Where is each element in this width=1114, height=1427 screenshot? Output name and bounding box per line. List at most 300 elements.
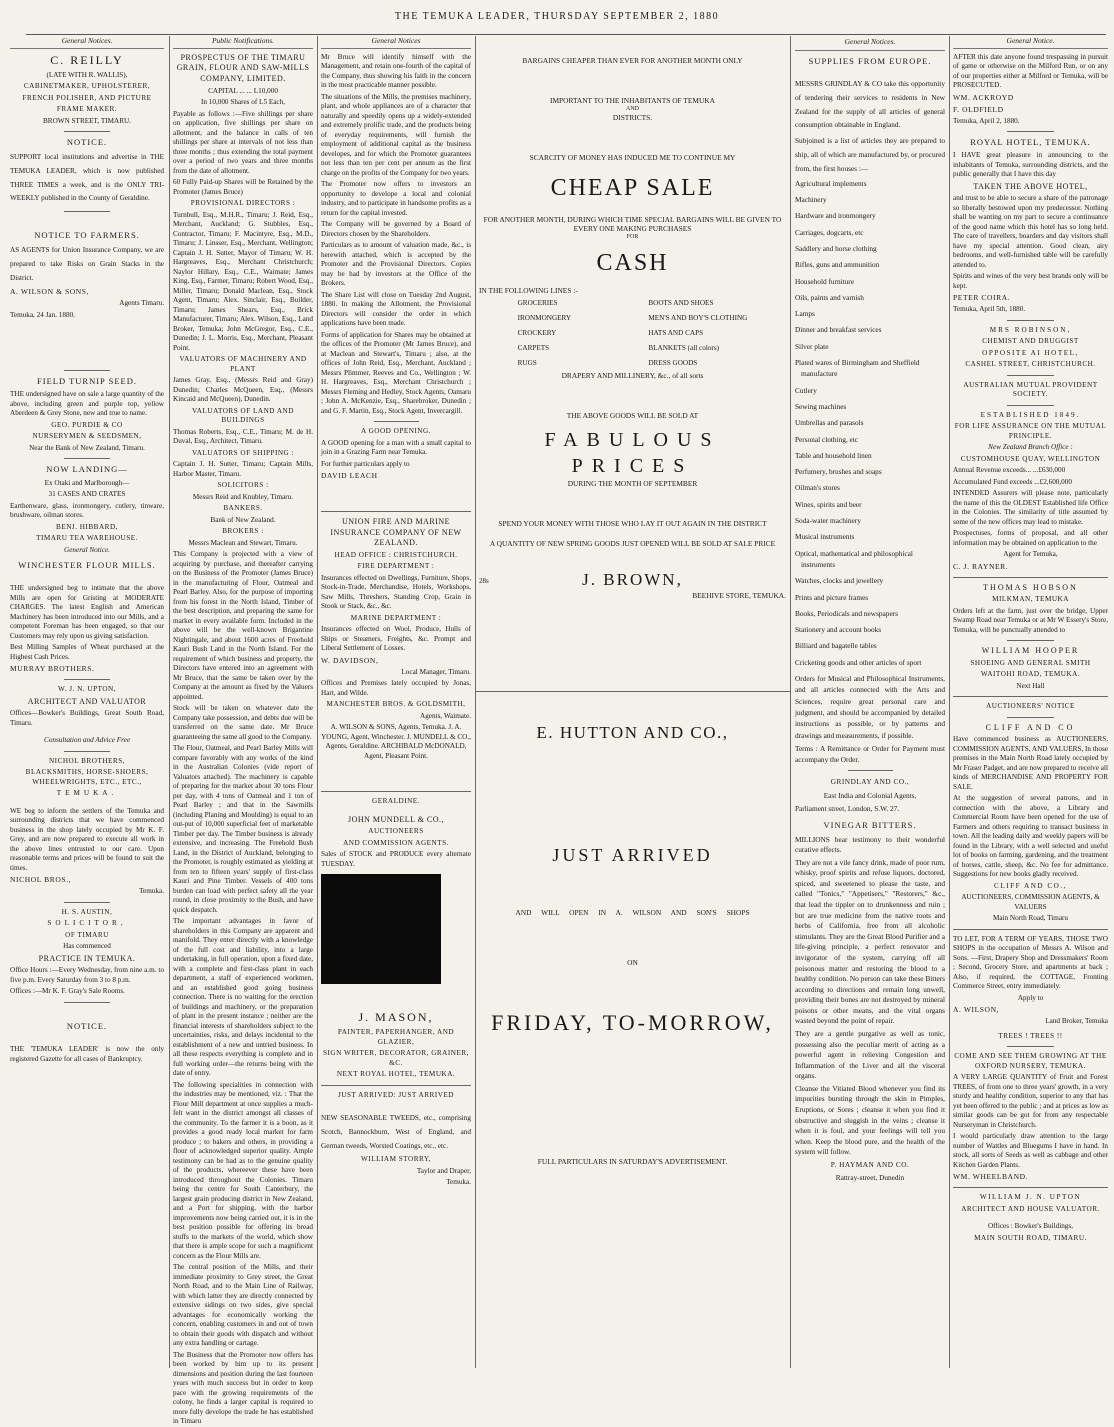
column-5 (795, 36, 945, 1366)
last-notice-ad (10, 1008, 164, 1064)
opening-body: A GOOD opening for a man with a small capital to join in a Grazing Farm near Temuka. (321, 438, 471, 457)
grindlay-body: Subjoined is a list of articles they are prepared to ship, all of which are manufactured by, or procured from, the first houses :— (795, 136, 945, 173)
column-rule (949, 36, 950, 1368)
list-item: Billiard and bagatelle tables (795, 641, 877, 651)
prospectus-payable: Payable as follows :—Five shillings per share on application, five shillings per share on allotment, and the balance in calls of ten shillings per share at intervals of not less than three months ; thus extending the total payment over a period of two years and three months from the date of allotment. (173, 109, 313, 175)
amp-established: ESTABLISHED 1849. (980, 410, 1081, 419)
vinegar-body: They are a gentle purgative as well as tonic, possessing also the peculiar merit of acting as a powerful agent in relieving Congestion and Inflammation of the Liver and all the visceral organs. (795, 1029, 945, 1081)
amp-quay: CUSTOMHOUSE QUAY, WELLINGTON (960, 454, 1101, 463)
robinson-location: OPPOSITE AI HOTEL, (982, 348, 1079, 357)
grindlay-address: Parliament street, London, S.W. 27. (795, 803, 900, 813)
upton-name: WILLIAM J. N. UPTON (979, 1193, 1082, 1202)
trespass-signature: WM. ACKROYD (953, 92, 1014, 102)
column-header: General Notices (321, 36, 471, 49)
mason-ad (321, 1010, 471, 1079)
fire-heading: FIRE DEPARTMENT : (357, 562, 435, 571)
column-2 (173, 36, 313, 1426)
to-let-ad (953, 935, 1108, 1027)
line-item: DRESS GOODS (648, 359, 698, 368)
redaction-block (321, 874, 441, 984)
robinson-trade: CHEMIST AND DRUGGIST (982, 337, 1079, 346)
nichol-ad (10, 757, 164, 897)
austin-title: SOLICITOR, (47, 919, 127, 928)
austin-line: Has commenced (63, 942, 111, 951)
farmers-date: Temuka, 24 Jan. 1880. (10, 310, 75, 319)
trees-ad (953, 1032, 1108, 1182)
landing-heading: NOW LANDING— (46, 464, 128, 475)
union-ad (321, 517, 471, 761)
amp-body: Prospectuses, forms of proposal, and all other information may be obtained on application to the (953, 529, 1108, 547)
farmers-ad (10, 230, 164, 320)
austin-hours: Office Hours :—Every Wednesday, from nine a.m. to five p.m. Every Saturday from 3 to 8 p.m. (10, 966, 164, 984)
to-let-signature-role: Land Broker, Temuka (1045, 1017, 1108, 1026)
divider (64, 458, 110, 459)
divider (64, 902, 110, 903)
geraldine-heading: GERALDINE. (372, 797, 420, 806)
storry-name: WILLIAM STORRY, (361, 1155, 431, 1164)
divider (64, 679, 110, 680)
valuators-list: James Gray, Esq., (Messrs Reid and Gray) Dunedin; Charles McQueen, Esq., (Messrs Kincaid and McQueen), Dunedin. (173, 376, 313, 404)
mundell-trade: AND COMMISSION AGENTS. (343, 838, 449, 847)
purdie-name: GEO. PURDIE & CO (51, 420, 123, 429)
list-item: Watches, clocks and jewellery (795, 576, 884, 586)
list-item: Umbrellas and parasols (795, 418, 864, 428)
column-1 (10, 36, 164, 1366)
list-item: Books, Periodicals and newspapers (795, 608, 898, 618)
reilly-trade: FRENCH POLISHER, AND PICTURE (22, 93, 152, 102)
storry-trade: Taylor and Draper, (416, 1166, 471, 1175)
austin-practice: PRACTICE IN TEMUKA. (38, 953, 136, 963)
agents-list: A. WILSON & SONS, Agents, Temuka. J. A. YOUNG, Agent, Winchester. J. MUNDELL & CO., Agents, Geraldine. ARCHIBALD McDONALD, Agent, Pleasant Point. (321, 723, 471, 760)
list-item: Machinery (795, 195, 827, 205)
prospectus-body: The central position of the Mills, and their immediate proximity to Grey street, the Great North Road, and to the Main Line of Railway, with which latter they are directly connected by extensive sidings on two sides, give special advantages for economically working the concern, enabling customers in and out of town to obtain their goods with dispatch and without any extra handling or cartage. (173, 1263, 313, 1348)
grindlay-terms: Terms : A Remittance or Order for Payment must accompany the Order. (795, 743, 945, 765)
austin-ad (10, 908, 164, 997)
reilly-ad (10, 53, 164, 126)
column-3 (321, 36, 471, 1366)
column-header: General Notices. (10, 36, 164, 49)
mundell-body: Sales of STOCK and PRODUCE every alternate TUESDAY. (321, 850, 471, 868)
divider (1007, 375, 1054, 376)
turnip-heading: FIELD TURNIP SEED. (37, 376, 137, 387)
prospectus-body: The important advantages in favor of shareholders in this Company are apparent and manifold. They enter directly with a knowledge of the full cost and liability, into a large undertaking, in full operation, upon a fixed date, with a complete and first-class plant in each department, a staff of experienced workmen, and an established good going business connection. There is no waiting for the erection of buildings and machinery, or the preparation of plant in the present instance ; neither are the financial interests of shareholders subject to the uncertainties, risks, and delays incidental to the establishment of a new and untried business. In all these respects everything is complete and in full working order—the returns being with the date of entry. (173, 917, 313, 1078)
scarcity-line: SCARCITY OF MONEY HAS INDUCED ME TO CONTINUE MY (529, 153, 736, 163)
reilly-trade: CABINETMAKER, UPHOLSTERER, (23, 82, 151, 91)
grindlay-role: East India and Colonial Agents, (823, 790, 917, 800)
marine-heading: MARINE DEPARTMENT : (350, 613, 442, 622)
upton-address: MAIN SOUTH ROAD, TIMARU. (974, 1233, 1087, 1242)
hayman-name: P. HAYMAN AND CO. (830, 1159, 910, 1169)
full-particulars-line: FULL PARTICULARS IN SATURDAY'S ADVERTISEMENT. (537, 1156, 728, 1166)
valuators-heading: VALUATORS OF MACHINERY AND PLANT (179, 355, 307, 373)
upton-title: ARCHITECT AND VALUATOR (27, 696, 147, 706)
amp-revenue: Annual Revenue exceeds... ...£630,000 (953, 466, 1066, 475)
amp-ad (953, 381, 1108, 572)
prospectus-body: Stock will be taken on whatever date the Company take possession, and debts due will be transferred on the same date. Mr Bruce guaranteeing the same all good to the Company. (173, 704, 313, 741)
divider (64, 370, 110, 371)
brokers-list: Messrs Maclean and Stewart, Timaru. (188, 538, 298, 547)
list-item: Carriages, dogcarts, etc (795, 227, 864, 237)
robinson-address: CASHEL STREET, CHRISTCHURCH. (965, 360, 1096, 369)
list-item: Hardware and ironmongery (795, 211, 876, 221)
mason-name: J. MASON, (358, 1010, 434, 1025)
line-item: IRONMONGERY (517, 313, 572, 322)
cheap-sale-heading: CHEAP SALE (550, 174, 715, 201)
mills-body: THE undersigned beg to intimate that the above Mills are open for Gristing at MODERATE CHARGES. The latest English and American Machinery has been introduced into our Mills, and a competent Foreman has been engaged, so that our Customers may rely upon us giving satisfaction. (10, 584, 164, 640)
storry-ad (321, 1091, 471, 1188)
and-line: AND (626, 105, 639, 112)
list-item: Dinner and breakfast services (795, 325, 882, 335)
upton-ad-2 (953, 1193, 1108, 1243)
hibbard-name: BENJ. HIBBARD, (56, 522, 118, 531)
divider (953, 577, 1108, 578)
prospectus-body: This Company is projected with a view of acquiring by purchase, and thereafter carrying on the Business of the Promoter (James Bruce) in the manufacturing of Flour, Oatmeal and Pearl Barley. Also, for the purpose of importing from his forest in the North Island, Timber of the best description, and preparing the same for market in every available form. Included in the above will be the well-known Brigantine Nightingale, and about 1600 acres of Freehold Kauri Bush Land in the North Island. For the requirement of which business and property, the Directors have entered into an agreement with Mr Bruce, that the same be taken over by the Company at the amount as fixed by the Valuers appointed. (173, 550, 313, 701)
vinegar-body: MILLIONS bear testimony to their wonderful curative effects. (795, 834, 945, 855)
hotel-ad (953, 137, 1108, 315)
turnip-body: THE undersigned have on sale a large quantity of the above, including green and purple top, yellow Aberdeen & Grey Stone, new and true to name. (10, 390, 164, 418)
vinegar-ad (795, 819, 945, 1183)
nichol-body: WE beg to inform the settlers of the Temuka and surrounding districts that we have commenced business in the shop lately occupied by Mr K. F. Grey, and are now prepared to execute all work in the above lines entrusted to our care. Upon reasonable terms and prices will be found to suit the times. (10, 806, 164, 872)
divider (1007, 717, 1054, 718)
hobson-body: Orders left at the farm, just over the bridge, Upper Swamp Road near Temuka or at Mr W Essery's Store, Temuka, will be punctually attended to (953, 606, 1108, 634)
divider (64, 1002, 110, 1003)
brown-sign (479, 569, 786, 601)
line-item: BLANKETS (all colors) (648, 343, 720, 352)
prospectus-ad (173, 53, 313, 1427)
prospectus-body: The Business that the Promoter now offers has been worked by him up to its present dimensions and position during the last fourteen years with much success but in order to keep pace with the growing requirements of the colony, he finds a larger capital is required to more fully develope the trade he has established in Timaru (173, 1350, 313, 1426)
davidson-role: Local Manager, Timaru. (401, 667, 471, 676)
cliff-ad (953, 702, 1108, 924)
line-item: GROCERIES (517, 298, 558, 307)
vinegar-heading: VINEGAR BITTERS. (823, 820, 917, 831)
prospectus-capital: CAPITAL ... ... L10,000 (208, 86, 278, 95)
reilly-name: C. REILLY (50, 52, 124, 67)
purdie-address: Near the Bank of New Zealand, Timaru. (29, 443, 145, 452)
vinegar-body: They are not a vile fancy drink, made of poor rum, whisky, proof spirits and refuse liquors, doctored, spiced, and sweetened to please the taste, and called "Tonics," "Appetisers," "Restorers," &c., that lead the tippler on to drunkenness and ruin ; but are true medicine from the native roots and herbs of California, free from all alcoholic stimulants. They are the Great Blood Purifier and a life-giving principle, a perfect renovator and invigorator of the system, carrying off all poisonous matter and restoring the blood to a healthy condition. No person can take these Bitters according to directions and remain long unwell, providing their bones are not destroyed by mineral poisons or other means, and the vital organs wasted beyond the point of repair. (795, 857, 945, 1026)
column-rule (790, 36, 791, 1368)
hayman-address: Rattray-street, Dunedin (835, 1172, 905, 1182)
hotel-signature: PETER COIRA. (953, 293, 1011, 303)
grindlay-name: GRINDLAY AND CO., (830, 777, 910, 787)
austin-town: OF TIMARU (65, 930, 109, 939)
trees-body: A VERY LARGE QUANTITY of Fruit and Forest TREES, of from one to three years' growth, in a very sturdy and healthy condition, superior to any that has yet been offered to the public ; and at prices as low as similar goods can be got for from any respectable Nurseryman in Christchurch. (953, 1073, 1108, 1129)
spend-line: SPEND YOUR MONEY WITH THOSE WHO LAY IT OUT AGAIN IN THE DISTRICT (498, 519, 767, 529)
list-item: Silver plate (795, 341, 829, 351)
cash-heading: CASH (596, 250, 669, 277)
upton-title: ARCHITECT AND HOUSE VALUATOR. (961, 1204, 1100, 1213)
directors-list: Turnbull, Esq., M.H.R., Timaru; J. Reid, Esq., Merchant, Auckland; G. Stubbles, Esq., Contractor, Timaru; F. Macintyre, Esq., M.D., Timaru; J. Linsser, Esq., Merchant, Wellington; Captain J. H. Sutter, Mayor of Timaru; W. H. Hargreaves, Esq., Merchant Christchurch; Naylor Hillary, Esq., C.E., Waimate; James King, Esq., Farmer, Timaru; Robert Wood, Esq., Miller, Timaru; Donald Maclean, Esq., Stock Agent, Timaru; Alex. Sinclair, Esq., Builder, Timaru; James Shears, Esq., Brick Manufacturer, Timaru; Alex. Wilson, Esq., Land Broker, Temuka; John McGregor, Esq., C.E., Dunedin; J. L. Morris, Esq., Merchant, Pleasant Point. (173, 210, 313, 352)
opening-heading: A GOOD OPENING. (361, 427, 431, 436)
reilly-late: (LATE WITH R. WALLIS), (46, 70, 128, 79)
hooper-name: WILLIAM HOOPER (981, 646, 1080, 656)
notice-heading: NOTICE. (66, 137, 108, 148)
nichol-signature: NICHOL BROS., (10, 875, 72, 885)
divider (1007, 405, 1054, 406)
manchester-role: Agents, Waimate. (420, 711, 471, 720)
list-item: Musical instruments (795, 532, 855, 542)
mason-trade: SIGN WRITER, DECORATOR, GRAINER, &C. (323, 1049, 469, 1067)
mundell-name: JOHN MUNDELL & CO., (347, 814, 445, 824)
vinegar-body: Cleanse the Vitiated Blood whenever you find its impurities bursting through the skin in Pimples, Eruptions, or Sores ; cleanse it when you find it obstructive and sluggish in the veins ; cleanse it when it is foul, and your feelings will tell you when. Keep the blood pure, and the health of the system will follow. (795, 1083, 945, 1157)
line-item: CARPETS (517, 343, 550, 352)
amp-fund: Accumulated Fund exceeds ...£2,600,000 (953, 477, 1072, 486)
column-4 (479, 36, 786, 1366)
divider (1007, 320, 1054, 321)
list-item: Prints and picture frames (795, 592, 869, 602)
amp-heading: AUSTRALIAN MUTUAL PROVIDENT SOCIETY. (963, 380, 1098, 399)
prospectus-body: The Promoter now offers to investors an opportunity to develope a local and colonial industry, and to participate in handsome profits as a return for the capital invested. (321, 180, 471, 217)
austin-name: H. S. AUSTIN, (61, 907, 113, 916)
list-item: Lamps (795, 309, 815, 319)
hotel-body: and trust to be able to secure a share of the patronage so liberally bestowed upon my predecessor. Nothing shall be wanting on my part to secure a continuance of the good name which this hotel has so long held. The care of travellers, boarders and day visitors shall have my special attention. Good clean, airy bedrooms, and well-furnished table will be carefully attended to. (953, 194, 1108, 269)
list-item: Household furniture (795, 276, 854, 286)
auctioneers-heading: AUCTIONEERS' NOTICE (986, 702, 1075, 711)
land-valuators-list: Thomas Roberts, Esq., C.E., Timaru; M. de H. Duval, Esq., Architect, Timaru. (173, 427, 313, 446)
grindlay-body: MESSRS GRINDLAY & CO take this opportunity of tendering their services to residents in New Zealand for the supply of all articles of general consumption obtainable in England. (795, 78, 945, 130)
mills-heading: WINCHESTER FLOUR MILLS. (18, 560, 156, 571)
fire-body: Insurances effected on Dwellings, Furniture, Shops, Stock-in-Trade, Merchandise, Hotels, Workshops, Saw Mills, Threshers, Standing Crop, Grain in Stook or Stack, &c., &c. (321, 573, 471, 611)
districts-line: DISTRICTS. (612, 113, 653, 123)
divider (953, 1187, 1108, 1188)
mundell-trade: AUCTIONEERS (368, 827, 424, 836)
fabulous-heading: FABULOUS PRICES (544, 428, 721, 478)
column-rule (317, 36, 318, 1368)
mason-trade: PAINTER, PAPERHANGER, AND GLAZIER, (337, 1028, 455, 1046)
mundell-ad (321, 797, 471, 869)
shipping-heading: VALUATORS OF SHIPPING : (191, 448, 295, 457)
upton-office: Offices—Bowker's Buildings, Great South Road, Timaru. (10, 709, 164, 727)
trees-body: I would particularly draw attention to the large number of Wattles and Bluegums I have in hand. In stock, all sorts of Seeds as well as cabbage and other Kitchen Garden Plants. (953, 1132, 1108, 1169)
masthead: THE TEMUKA LEADER, THURSDAY SEPTEMBER 2, 1880 (394, 11, 720, 22)
marine-body: Insurances effected on Wool, Produce, Hulls of Ships or Steamers, Freights, &c. Prompt and Liberal Settlement of Losses. (321, 625, 471, 653)
column-6 (953, 36, 1108, 1366)
column-header: Public Notifications. (173, 36, 313, 49)
solicitors-list: Messrs Reid and Knubley, Timaru. (192, 492, 294, 501)
notice-ad (10, 137, 164, 206)
hibbard-business: TIMARU TEA WAREHOUSE. (36, 534, 138, 543)
tweeds-body: NEW SEASONABLE TWEEDS, etc., comprising Scotch, Bannockburn, West of England, and German tweeds, Worsted Coatings, etc., etc. (321, 1114, 471, 1150)
storry-town: Temuka. (446, 1178, 471, 1187)
another-month-line: FOR ANOTHER MONTH, DURING WHICH TIME SPECIAL BARGAINS WILL BE GIVEN TO EVERY ONE MAKING PURCHASES (483, 214, 782, 234)
top-rule (26, 34, 1106, 35)
divider (64, 751, 110, 752)
prospectus-body: The following specialities in connection with the industries may be mentioned, viz. : That the Flour Mill department at once supplies a much-felt want in the district amongst all classes of the community. To the farmer it is a boon, as it provides a good ready local market for farm produce ; to bakers and others, in providing a flour of acknowledged superior quality. Ample testimony can be had as to the genuine quality of the products, whereever these have been introduced throughout the Colonies. Timaru being the centre for South Canterbury, the largest grain producing district in New Zealand, and a Port for shipping, with the harbor improvements now being carried out, it is in the best position possible for offering its bread stuffs to the markets of the world, which show that there is ample scope for such a magnificent concern as the Flour Mills are. (173, 1080, 313, 1260)
following-line: IN THE FOLLOWING LINES :- (479, 285, 578, 295)
divider (321, 1085, 471, 1086)
will-open-line: AND WILL OPEN IN A. WILSON AND SON'S SHOPS (515, 908, 750, 918)
list-item: Optical, mathematical and philosophical instruments (795, 548, 913, 569)
to-let-body: TO LET, FOR A TERM OF YEARS, THOSE TWO SHOPS in the occupation of Messrs A. Wilson and Sons. —First, Drapery Shop and Dressmakers' Room ; Second, Grocery Store, and apartments at back ; Also, if required, the COTTAGE, Fronting Commerce Street, entry immediately. (953, 934, 1108, 991)
during-line: DURING THE MONTH OF SEPTEMBER (567, 479, 698, 489)
turnip-ad (10, 376, 164, 453)
davidson-name: W. DAVIDSON, (321, 655, 379, 665)
hooper-trade: SHOEING AND GENERAL SMITH (970, 658, 1091, 667)
purdie-trade: NURSERYMEN & SEEDSMEN, (32, 432, 142, 441)
divider (953, 696, 1108, 697)
list-item: Table and household linen (795, 450, 872, 460)
divider (321, 791, 471, 792)
prospectus-body: The Company will be governed by a Board of Directors chosen by the Shareholders. (321, 220, 471, 238)
prospectus-body: Mr Bruce will identify himself with the Management, and retain one-fourth of the capital of the Company, thus showing his faith in the concern in the most practicable manner possible. (321, 52, 471, 90)
directors-heading: PROVISIONAL DIRECTORS : (190, 199, 296, 208)
bankers-heading: BANKERS. (223, 504, 263, 513)
mason-address: NEXT ROYAL HOTEL, TEMUKA. (336, 1070, 456, 1079)
trespass-date: Temuka, April 2, 1880. (953, 116, 1020, 125)
column-rule (475, 36, 476, 1368)
arrived-heading: JUST ARRIVED: JUST ARRIVED (338, 1090, 454, 1099)
amp-office: New Zealand Branch Office : (988, 443, 1073, 452)
list-item: Agricultural implements (795, 178, 867, 188)
hotel-body: I HAVE great pleasure in announcing to the inhabitants of Temuka, surrounding districts, and the public generally that I have this day (953, 151, 1108, 179)
upton-consult: Consultation and Advice Free (43, 736, 131, 745)
farmers-body: AS AGENTS for Union Insurance Company, we are prepared to take Risks on Grain Stacks in the District. (10, 246, 164, 282)
divider (374, 421, 419, 422)
amp-signature: C. J. RAYNER. (953, 561, 1009, 571)
list-item: Soda-water machinery (795, 516, 861, 526)
prospectus-body: The situations of the Mills, the premises machinery, plant, and whole appliances are of a character that naturally and speedily opens up a widely-extended and extremely prolific trade, and the products being of everyday requirements, will furnish the employment of additional capital as the business developes, and for which the Promoter guarantees not less than ten per cent per annum as the first charge on the profits of the Company for two years. (321, 92, 471, 177)
line-item: RUGS (517, 359, 537, 368)
cliff-body: At the suggestion of several patrons, and in connection with the above, a Library and Commercial Room have been opened for the use of Farmers and others requiring to transact business in town. All the leading daily and weekly papers will be found in the Library, with a well selected and useful lot of books on farming, gardening, and the treatment of horses, cattle, sheep, &c. No fee for admittance. Suggestions for new books gladly received. (953, 794, 1108, 879)
reilly-trade: FRAME MAKER. (56, 105, 118, 114)
prospectus-shares: In 10,000 Shares of L5 Each, (200, 98, 286, 107)
list-item: Cutlery (795, 385, 817, 395)
prospectus-body: Forms of application for Shares may be obtained at the offices of the Promoter (Mr James Bruce), and at Maclean and Stewart's, Timaru ; also, at the offices of John Reid, Esq., Merchant, Auckland ; Messrs Plimmer, Reeves and Co., Wellington ; W. H. Hargreaves, Esq., Merchant Christchurch ; Messrs Fleming and Hedley, Stock Agents, Oamaru ; John A. McKenzie, Esq., Sharebroker, Dunedin ; and G. F. Martin, Esq., Stock Agent, Invercargill. (321, 330, 471, 415)
line-item: BOOTS AND SHOES (648, 298, 714, 307)
land-valuators-heading: VALUATORS OF LAND AND BUILDINGS (192, 406, 294, 425)
trespass-signature: F. OLDFIELD (953, 104, 1004, 114)
divider (64, 211, 110, 212)
hotel-body: Spirits and wines of the very best brands only will be kept. (953, 272, 1108, 290)
landing-body: Earthenware, glass, ironmongery, cutlery, tinware, brushware, oilman stores. (10, 501, 164, 520)
list-item: Saddlery and horse clothing (795, 244, 877, 253)
hotel-taken: TAKEN THE ABOVE HOTEL, (973, 181, 1088, 191)
cliff-body: Have commenced business as AUCTIONEERS, COMMISSION AGENTS, AND VALUERS, In those premises in the Main North Road lately occupied by Mr Fraser Padget, and are now prepared to receive all kinds of MERCHANDISE AND PROPERTY FOR SALE. (953, 735, 1108, 791)
list-item: Perfumery, brushes and soaps (795, 467, 882, 477)
quantity-line: A QUANTITY OF NEW SPRING GOODS JUST OPENED WILL BE SOLD AT SALE PRICE (489, 538, 776, 548)
union-office: HEAD OFFICE : CHRISTCHURCH. (334, 550, 458, 559)
hotel-heading: ROYAL HOTEL, TEMUKA. (970, 137, 1091, 148)
trees-subheading: COME AND SEE THEM GROWING AT THE OXFORD NURSERY, TEMUKA. (954, 1052, 1107, 1070)
manchester-name: MANCHESTER BROS. & GOLDSMITH, (326, 700, 466, 709)
list-item: Plated wares of Birmingham and Sheffield manufacture (795, 358, 920, 379)
brown-store: BEEHIVE STORE, TEMUKA. (692, 591, 786, 601)
lines-list (479, 296, 786, 372)
list-item: Wines, spirits and beer (795, 499, 862, 509)
landing-line: 31 CASES AND CRATES (48, 490, 126, 499)
hotel-date: Temuka, April 5th, 1880. (953, 305, 1026, 314)
mills-ad (10, 560, 164, 674)
list-item: Stationery and account books (795, 625, 882, 635)
important-line: IMPORTANT TO THE INHABITANTS OF TEMUKA (549, 95, 715, 105)
cliff-address: Main North Road, Timaru (992, 914, 1069, 923)
column-rule (169, 36, 170, 1368)
drapery-line: DRAPERY AND MILLINERY, &c., of all sorts (561, 371, 704, 381)
robinson-name: MRS ROBINSON, (989, 325, 1072, 334)
upton-ad (10, 685, 164, 746)
trees-signature: WM. WHEELBAND. (953, 1172, 1029, 1182)
hobson-ad (953, 583, 1108, 636)
hobson-trade: MILKMAN, TEMUKA (992, 595, 1069, 604)
to-let-apply: Apply to (1017, 993, 1044, 1002)
to-let-signature: A. WILSON, (953, 1005, 1000, 1015)
last-notice-heading: NOTICE. (66, 1020, 108, 1031)
last-notice-body: THE 'TEMUKA LEADER' is now the only registered Gazette for all cases of Bankruptcy. (10, 1045, 164, 1063)
list-item: Oilman's stores (795, 483, 840, 493)
for-line: FOR (626, 234, 639, 241)
hooper-ad (953, 646, 1108, 691)
prospectus-body: The Flour, Oatmeal, and Pearl Barley Mills will compare favorably with any works of the kind in the Australian Colonies (vide report of Valuators attached). The machinery is capable of preparing for the market about 30 tons Flour per day, with 4 tons of Oatmeal and 1 ton of Pearl Barley ; and that in the Sawmills (including Planing and Moulding) is equal to an out-put of 10,000 superficial feet of marketable Timber per day. The Timber business is already extensive, and increasing. The Freehold Bush Land, in the District of Auckland, belonging to the Promoter, is roughly estimated as yielding at from ten to fifteen years' supply of first-class Kauri and Pine Timber. Vessels of 400 tons burden can load with perfect safety all the year round, in close proximity to the Bush, and have quick despatch. (173, 744, 313, 914)
grindlay-heading: SUPPLIES FROM EUROPE. (808, 55, 932, 66)
grindlay-ad (795, 55, 945, 815)
divider (321, 511, 471, 512)
divider (1007, 131, 1054, 132)
offices-body: Offices and Premises lately occupied by Jonas, Hart, and Wilde. (321, 679, 471, 697)
mills-body: Best Milling Samples of Wheat purchased at the Highest Cash Prices. (10, 643, 164, 661)
list-item: Sewing machines (795, 401, 847, 411)
friday-heading: FRIDAY, TO-MORROW, (491, 1009, 774, 1035)
bargains-line: BARGAINS CHEAPER THAN EVER FOR ANOTHER MONTH ONLY (522, 56, 743, 65)
nichol-trade: BLACKSMITHS, HORSE-SHOERS, WHEELWRIGHTS, ETC., ETC., (25, 768, 149, 786)
prospectus-heading: PROSPECTUS OF THE TIMARU GRAIN, FLOUR AND SAW-MILLS COMPANY, LIMITED. (176, 52, 310, 83)
bankers-list: Bank of New Zealand. (210, 515, 276, 524)
line-item: CROCKERY (517, 328, 557, 337)
list-item: Rifles, guns and ammunition (795, 260, 880, 270)
amp-body: INTENDED Assurers will please note, particularly the name of this the OLDEST Established life Office in the Colonies. The similarity of title assumed by some of the new offices may lead to mistake. (953, 489, 1108, 526)
farmers-signature-role: Agents Timaru. (119, 299, 164, 308)
column-header: General Notices. (795, 36, 945, 51)
price-mark: 28s (479, 576, 489, 585)
hutton-name: E. HUTTON AND CO., (536, 722, 729, 742)
shipping-list: Captain J. H. Sutter, Timaru; Captain Mills, Harbor Master, Timaru. (173, 460, 313, 478)
farmers-heading: NOTICE TO FARMERS. (34, 230, 140, 241)
list-item: Personal clothing, etc (795, 434, 859, 444)
list-item: Cricketing goods and other articles of sport (795, 657, 922, 667)
opening-body: For further particulars apply to (321, 459, 410, 468)
line-item: HATS AND CAPS (648, 328, 704, 337)
nichol-signature-town: Temuka. (139, 887, 164, 896)
divider (1007, 640, 1054, 641)
hooper-address: WAITOHI ROAD, TEMUKA. (980, 670, 1081, 679)
cliff-signature-role: AUCTIONEERS, COMMISSION AGENTS, & VALUERS (961, 893, 1100, 911)
divider (1007, 1046, 1054, 1047)
mills-signature: MURRAY BROTHERS. (10, 664, 95, 674)
nichol-name: NICHOL BROTHERS, (48, 756, 126, 765)
divider (848, 770, 893, 771)
amp-life: FOR LIFE ASSURANCE ON THE MUTUAL PRINCIPLE. (954, 422, 1107, 440)
list-item: Oils, paints and varnish (795, 292, 864, 302)
column-header: General Notice. (953, 36, 1108, 49)
trespass-ad (953, 53, 1108, 126)
prospectus-continued (321, 53, 471, 417)
trees-heading: TREES ! TREES !! (998, 1031, 1063, 1040)
farmers-signature: A. WILSON & SONS, (10, 287, 90, 297)
lines-right (648, 296, 747, 372)
on-line: ON (627, 957, 638, 967)
landing-ad (10, 464, 164, 555)
amp-agent: Agent for Temuka, (1003, 550, 1058, 559)
reilly-address: BROWN STREET, TIMARU. (43, 116, 131, 125)
nichol-town: TEMUKA. (56, 789, 118, 798)
brown-name: J. BROWN, (582, 569, 683, 589)
solicitors-heading: SOLICITORS : (217, 481, 269, 490)
opening-signature: DAVID LEACH (321, 471, 378, 481)
opening-ad (321, 427, 471, 481)
notice-body: SUPPORT local institutions and advertise in THE TEMUKA LEADER, which is now published THREE TIMES a week, and is the ONLY TRI-WEEKLY published in the County of Geraldine. (10, 153, 164, 203)
hooper-location: Next Hall (1016, 681, 1045, 690)
just-arrived-heading: JUST ARRIVED (552, 845, 713, 866)
robinson-ad (953, 326, 1108, 370)
line-item: MEN'S AND BOY'S CLOTHING (648, 313, 748, 322)
